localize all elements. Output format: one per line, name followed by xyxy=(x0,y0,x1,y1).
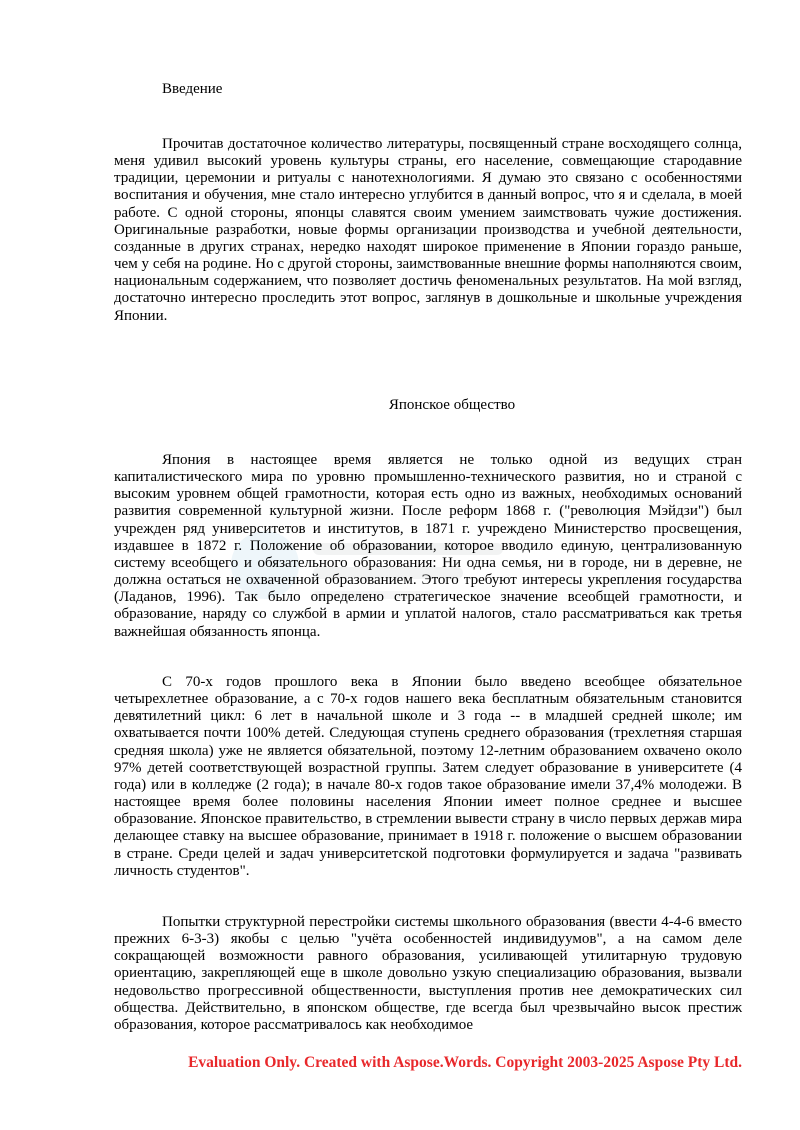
body-paragraph: С 70-х годов прошлого века в Японии было введено всеобщее обязательное четырехлетнее образование, а с 70-х годов нашего века бесплатным обязательным становится девятилетний цикл: 6 лет в начальной школе и 3 года -- в младшей средней школе; им охватывается почти 100% детей. Следующая ступень среднего образования (трехлетняя старшая средняя школа) уже не является обязательной, поэтому 12-летним образованием охвачено около 97% детей соответствующей возрастной группы. Затем следует образование в университете (4 года) или в колледже (2 года); в начале 80-х годов такое образование имели 37,4% молодежи. В настоящее время более половины населения Японии имеет полное среднее и высшее образование. Японское правительство, в стремлении вывести страну в число первых держав мира делающее ставку на высшее образование, принимает в 1918 г. положение о высшем образовании в стране. Среди целей и задач университетской подготовки формулируется и задача "развивать личность студентов". xyxy=(114,674,742,879)
intro-paragraph: Прочитав достаточное количество литературы, посвященный стране восходящего солнца, меня удивил высокий уровень культуры страны, его население, совмещающие стародавние традиции, церемонии и ритуалы с нанотехнологиями. Я думаю это связано с особенностями воспитания и обучения, мне стало интересно углубится в данный вопрос, что я и сделала, в моей работе. С одной стороны, японцы славятся своим умением заимствовать чужие достижения. Оригинальные разработки, новые формы организации производства и учебной деятельности, созданные в других странах, нередко находят широкое применение в Японии гораздо раньше, чем у себя на родине. Но с другой стороны, заимствованные внешние формы наполняются своим, национальным содержанием, что позволяет достичь феноменальных результатов. На мой взгляд, достаточно интересно проследить этот вопрос, заглянув в дошкольные и школьные учреждения Японии. xyxy=(114,136,742,324)
body-paragraph: Япония в настоящее время является не только одной из ведущих стран капиталистического мира по уровню промышленно-технического развития, но и страной с высоким уровнем общей грамотности, которая есть одно из важных, необходимых оснований развития современной культурной жизни. После реформ 1868 г. ("революция Мэйдзи") был учрежден ряд университетов и институтов, в 1871 г. учреждено Министерство просвещения, издавшее в 1872 г. Положение об образовании, которое вводило единую, централизованную систему всеобщего и обязательного образования: Ни одна семья, ни в городе, ни в деревне, не должна остаться не охваченной образованием. Этого требуют интересы укрепления государства (Ладанов, 1996). Так было определено стратегическое значение всеобщей грамотности, и образование, наряду со службой в армии и уплатой налогов, стало рассматриваться как третья важнейшая обязанность японца. xyxy=(114,452,742,640)
body-paragraph: Попытки структурной перестройки системы школьного образования (ввести 4-4-6 вместо прежних 6-3-3) якобы с целью "учёта особенностей индивидуумов", а на самом деле сокращающей возможности равного образования, усиливающей утилитарную трудовую ориентацию, закрепляющей еще в школе довольно узкую специализацию образования, вызвали недовольство прогрессивной общественности, выступления против нее демократических сил общества. Действительно, в японском обществе, где всегда был чрезвычайно высок престиж образования, которое рассматривалось как необходимое xyxy=(114,914,742,1033)
intro-heading: Введение xyxy=(162,81,223,97)
evaluation-notice: Evaluation Only. Created with Aspose.Words. Copyright 2003-2025 Aspose Pty Ltd. xyxy=(188,1054,742,1071)
section-heading: Японское общество xyxy=(388,397,516,413)
